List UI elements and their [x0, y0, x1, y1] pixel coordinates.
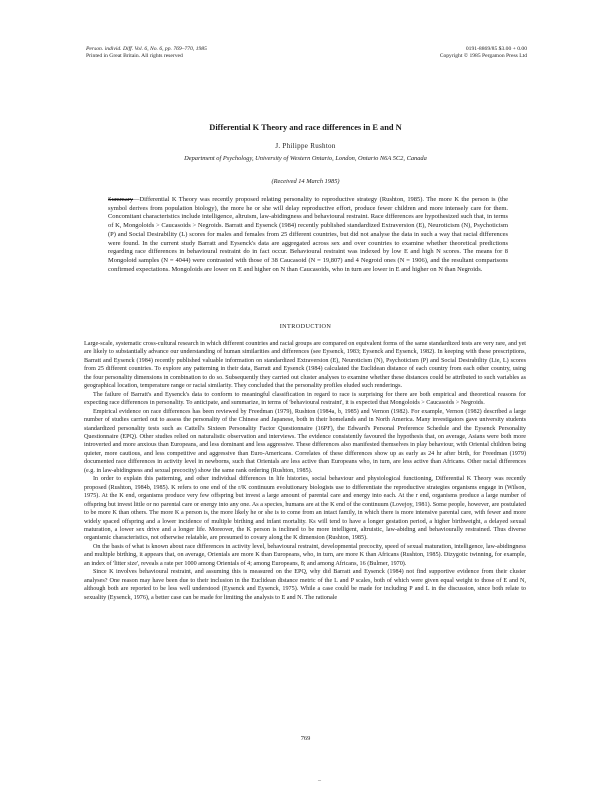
citation-line: Person. individ. Diff. Vol. 6, No. 6, pp. 769–770, 1985	[86, 46, 207, 52]
article-title: Differential K Theory and race differences in E and N	[209, 123, 402, 132]
paragraph: In order to explain this patterning, and other individual differences in life histories, social behaviour and physiological functioning, Differential K Theory was recently proposed (Rushton, 1984b, 1985). K refers to one end of the r/K continuum evolutionary biologists use to differentiate the reproductive strategies organisms engage in (Wilson, 1975). At the K end, organisms produce very few offspring but invest a large amount of parental care and energy into each. At the r end, organisms produce a large number of offspring but invest little or no parental care or energy into any one. As a species, humans are at the K end of the continuum (Lovejoy, 1981). Some people, however, are postulated to be more K than others. The more K a person is, the more likely he or she is to come from an intact family, in which there is more intensive parental care, with fewer and more widely spaced offspring and a lower incidence of multiple birthing and infant mortality. Ks will tend to have a longer gestation period, a higher birthweight, a delayed sexual maturation, a lower sex drive and a longer life. Moreover, the K person is inclined to be more intelligent, altruistic, law-abiding and behaviourally restrained. Thus diverse organismic characteristics, not otherwise relatable, are presumed to covary along the K dimension (Rushton, 1985).	[84, 476, 526, 542]
paragraph: Large-scale, systematic cross-cultural research in which different countries and racial groups are compared on equivalent forms of the same standardized tests are very rare, and yet are likely to substantially advance our understanding of human similarities and differences (see Eysenck, 1983; Eysenck and Eysenck, 1982). In keeping with these prescriptions, Barratt and Eysenck (1984) recently published valuable information on standardized Extraversion (E), Neuroticism (N), Psychoticism (P) and Social Desirability (Lie, L) scores from 25 different countries. To explore any patterning in their data, Barratt and Eysenck (1984) calculated the Euclidean distance of each country from each other country, using the four personality dimensions in combination to do so. Subsequently they carried out cluster analyses to examine whether these distances could be attributed to such variables as geographical location, temperature range or racial similarity. They concluded that the personality profiles eluded such renderings.	[84, 341, 526, 390]
abstract-text: —Differential K Theory was recently proposed relating personality to reproductive strategy (Rushton, 1985). The more K the person is (the symbol derives from population biology), the more he or she will delay reproductive effort, produce fewer children and more intensely care for them. Concomitant characteristics include intelligence, altruism, law-abidingness and behavioural restraint. Race differences are hypothesized such that, in terms of K, Mongoloids > Caucasoids > Negroids. Barratt and Eysenck (1984) recently published standardized Extraversion (E), Neuroticism (N), Psychoticism (P) and Social Desirability (L) scores for males and females from 25 different countries, but did not analyse the data in such a way that racial differences were found. In the current study Barratt and Eysenck's data are aggregated across sex and over countries to examine whether theoretical predictions regarding race differences in behavioural restraint do in fact occur. Behavioural restraint was indexed by low E and high N scores. The means for 8 Mongoloid samples (N = 4044) were contrasted with those of 38 Caucasoid (N = 19,807) and 4 Negroid ones (N = 1906), and the resultant comparisons confirmed expectations. Mongoloids are lower on E and higher on N than Caucasoids, who in turn are lower in E and higher on N than Negroids.	[108, 196, 508, 273]
abstract-label: Summary	[108, 196, 134, 203]
issn-price-line: 0191-8869/85 $3.00 + 0.00	[465, 46, 527, 52]
printed-line: Printed in Great Britain. All rights reserved	[86, 53, 183, 59]
received-date: (Received 14 March 1985)	[271, 178, 340, 185]
body-text	[84, 340, 526, 602]
paragraph: Since K involves behavioural restraint, and assuming this is measured on the EPQ, why did Barratt and Eysenck (1984) not find supportive evidence from their cluster analyses? One reason may have been due to their inclusion in the Euclidean distance metric of the L and P scales, both of which were given equal weight to those of E and N, although both are reported to be less well understood (Eysenck and Eysenck, 1975). While a case could be made for including P and L in the discussion, since both relate to sexuality (Eysenck, 1976), a better case can be made for limiting the analysis to E and N. The rationale	[84, 569, 526, 601]
paragraph: Empirical evidence on race differences has been reviewed by Freedman (1979), Rushton (1984a, b, 1985) and Vernon (1982). For example, Vernon (1982) described a large number of studies carried out to assess the personality of the Chinese and Japanese, both in their homelands and in North America. Many investigators gave university students standardized personality tests such as Cattell's Sixteen Personality Factor Questionnaire (16PF), the Edward's Personal Preference Schedule and the Eysenck Personality Questionnaire (EPQ). Other studies relied on naturalistic observation and interviews. The evidence consistently favoured the hypothesis that, on average, Asians were both more introverted and more anxious than Europeans, and less dominant and less aggressive. These differences also manifested themselves in play behaviour, with Oriental children being quieter, more cautious, and less competitive and aggressive than Euro-Americans. Correlates of these differences show up as early as 24 hr after birth, for Freedman (1979) documented race differences in activity level in newborns, such that Orientals are less active than Europeans who, in turn, are less active than Africans. Other racial differences (e.g. in law-abidingness and sexual precocity) show the same rank ordering (Rushton, 1985).	[84, 408, 526, 474]
author-name: J. Philippe Rushton	[275, 142, 336, 150]
author-affiliation: Department of Psychology, University of Western Ontario, London, Ontario N6A 5C2, Canada	[184, 155, 427, 162]
page-number: 769	[300, 735, 311, 742]
section-heading: INTRODUCTION	[279, 323, 332, 330]
copyright-block	[440, 46, 527, 60]
copyright-line: Copyright © 1985 Pergamon Press Ltd	[439, 53, 527, 59]
bottom-mark: –	[318, 778, 321, 784]
abstract	[108, 196, 508, 274]
journal-citation	[86, 46, 207, 60]
paragraph: The failure of Barratt's and Eysenck's data to conform to meaningful classification in regard to race is surprising for there are both empirical and theoretical reasons for expecting race differences in personality. To anticipate, and summarize, in terms of 'behavioural restraint', it is expected that Mongoloids > Caucasoids > Negroids.	[84, 391, 526, 407]
paragraph: On the basis of what is known about race differences in activity level, behavioural restraint, developmental precocity, speed of sexual maturation, intelligence, law-abidingness and multiple birthing, it appears that, on average, Orientals are more K than Europeans, who, in turn, are more K than Africans (Rushton, 1985). Dizygotic twinning, for example, an index of 'litter size', reveals a rate per 1000 among Orientals of 4; among Europeans, 8; and among Africans, 16 (Bulmer, 1970).	[84, 543, 526, 567]
